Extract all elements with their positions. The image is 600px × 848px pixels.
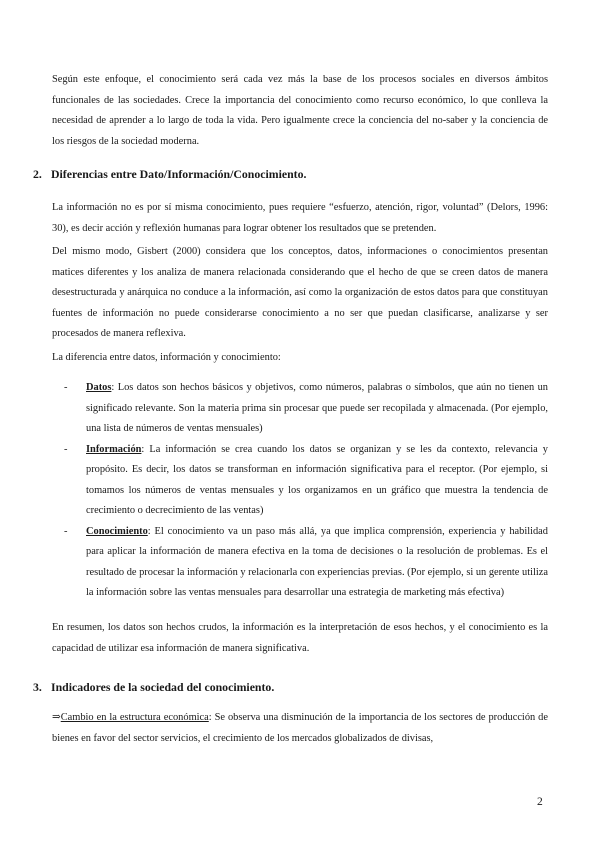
list-item-conocimiento (52, 522, 548, 604)
heading-title: Indicadores de la sociedad del conocimiento. (51, 680, 275, 694)
arrow-icon: ⇒ (52, 712, 61, 723)
heading-section-2 (33, 167, 306, 182)
page-number: 2 (537, 796, 543, 808)
term-datos: Datos (86, 382, 112, 393)
indicator-title: Cambio en la estructura económica (60, 712, 209, 723)
heading-title: Diferencias entre Dato/Información/Conocimiento. (51, 167, 307, 181)
definition-conocimiento: : El conocimiento va un paso más allá, ya que implica comprensión, experiencia y habilidad para aplicar la información de manera efectiva en la toma de decisiones o la resolución de problemas. Es el resultado de procesar la información y relacionarla con experiencias previas. (Por ejemplo, si un gerente utiliza la información sobre las ventas mensuales para desarrollar una estrategia de marketing más efectiva) (86, 525, 548, 598)
definition-list (52, 378, 548, 604)
term-informacion: Información (86, 443, 142, 455)
definition-datos: : Los datos son hechos básicos y objetivos, como números, palabras o símbolos, que aún no tienen un significado relevante. Son la materia prima sin procesar que puede ser recopilada y almacenada. (Por ejemplo, una lista de números de ventas mensuales) (86, 382, 548, 434)
dash-bullet: - (64, 443, 68, 455)
paragraph-delors: La información no es por sí misma conocimiento, pues requiere “esfuerzo, atención, rigor, voluntad” (Delors, 1996: 30), es decir acción y reflexión humanas para lograr obtener los resultados que se pretenden. (52, 202, 548, 234)
heading-number: 2. (33, 167, 42, 181)
indicator-text: : Se observa una disminución de la importancia de los sectores de producción de bienes en favor del sector servicios, el crecimiento de los mercados globalizados de divisas, (52, 712, 548, 744)
paragraph-summary: En resumen, los datos son hechos crudos, la información es la interpretación de esos hechos, y el conocimiento es la capacidad de utilizar esa información de manera significativa. (52, 622, 548, 654)
paragraph-indicator (52, 708, 548, 749)
list-item-datos (52, 378, 548, 440)
heading-number: 3. (33, 680, 42, 694)
term-conocimiento: Conocimiento (86, 525, 148, 537)
list-item-informacion (52, 440, 548, 522)
paragraph-gisbert: Del mismo modo, Gisbert (2000) considera que los conceptos, datos, informaciones o conocimientos presentan matices diferentes y los analiza de manera relacionada considerando que el hecho de que se creen datos de manera desestructurada y anárquica no conduce a la información, así como la organización de estos datos para que constituyan fuentes de información no puede considerarse conocimiento a no ser que puedan clasificarse, analizarse y ser procesados de manera reflexiva. (52, 246, 548, 339)
paragraph-lead: La diferencia entre datos, información y conocimiento: (52, 352, 281, 363)
paragraph-intro: Según este enfoque, el conocimiento será cada vez más la base de los procesos sociales en diversos ámbitos funcionales de las sociedades. Crece la importancia del conocimiento como recurso económico, lo que conlleva la necesidad de aprender a lo largo de toda la vida. Pero igualmente crece la conciencia del no-saber y la conciencia de los riesgos de la sociedad moderna. (52, 74, 548, 147)
dash-bullet: - (64, 382, 68, 393)
heading-section-3 (33, 680, 274, 695)
definition-informacion: : La información se crea cuando los datos se organizan y se les da contexto, relevancia y propósito. Es decir, los datos se transforman en información significativa para el receptor. (Por ejemplo, si tomamos los números de ventas mensuales y los organizamos en un gráfico que muestra la tendencia de crecimiento o decrecimiento de las ventas) (86, 443, 548, 516)
dash-bullet: - (64, 525, 68, 537)
